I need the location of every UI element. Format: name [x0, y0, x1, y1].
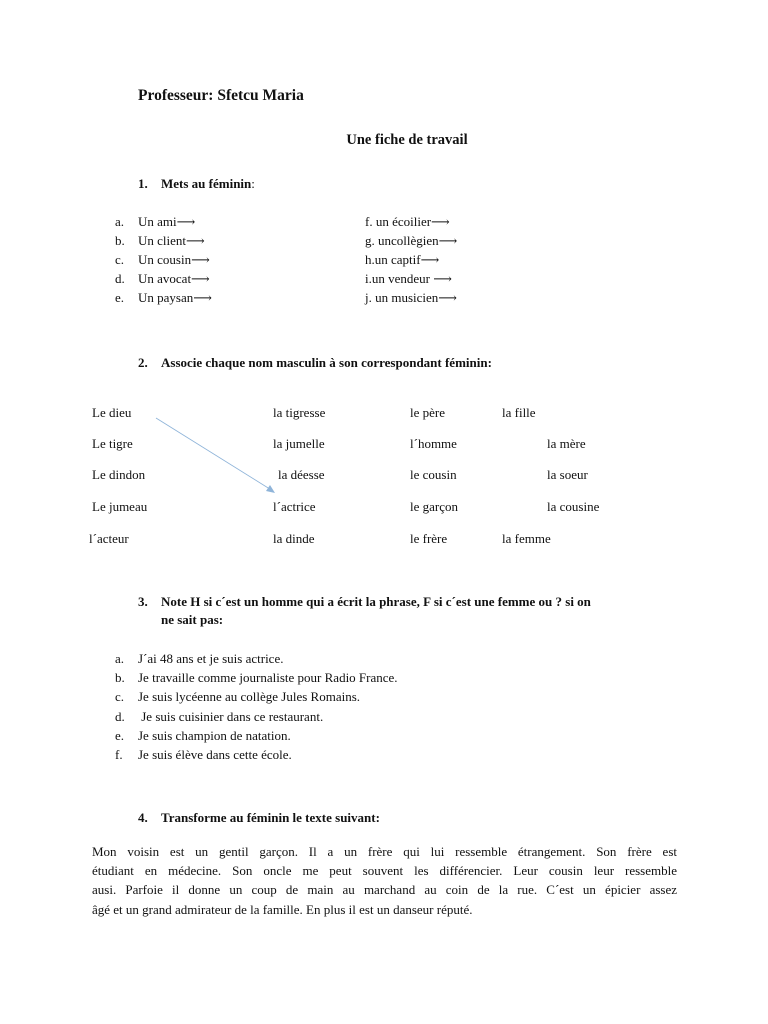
list-text: Je suis champion de natation.	[138, 728, 291, 743]
exercise-1-item-i: i.un vendeur ⟶	[365, 271, 452, 286]
masculine-noun: Le dieu	[92, 405, 132, 420]
feminine-noun: la femme	[502, 531, 551, 546]
masculine-noun: Le dindon	[92, 467, 146, 482]
masculine-noun: l´acteur	[89, 531, 129, 546]
list-text: Un avocat⟶	[138, 271, 210, 286]
list-marker: c.	[115, 252, 125, 267]
list-text: Je suis lycéenne au collège Jules Romains.	[138, 689, 361, 704]
feminine-noun: l´actrice	[273, 499, 316, 514]
list-marker: b.	[115, 670, 125, 685]
list-marker: d.	[115, 271, 125, 286]
exercise-1-number: 1.	[138, 176, 148, 191]
list-text: Je suis cuisinier dans ce restaurant.	[138, 709, 324, 724]
masculine-noun: le garçon	[410, 499, 459, 514]
masculine-noun: le frère	[410, 531, 448, 546]
feminine-noun: la fille	[502, 405, 536, 420]
exercise-1-item-g: g. uncollègien⟶	[365, 233, 458, 248]
exercise-4-text	[92, 842, 677, 919]
exercise-2-number: 2.	[138, 355, 148, 370]
masculine-noun: l´homme	[410, 436, 457, 451]
exercise-1-item-j: j. un musicien⟶	[365, 290, 457, 305]
list-marker: e.	[115, 728, 125, 743]
list-text: Je suis élève dans cette école.	[138, 747, 292, 762]
exercise-4-heading: Transforme au féminin le texte suivant:	[161, 810, 380, 825]
exercise-1-heading-suffix: :	[251, 176, 255, 191]
list-marker: c.	[115, 689, 125, 704]
exercise-4-number: 4.	[138, 810, 148, 825]
list-text: J´ai 48 ans et je suis actrice.	[138, 651, 284, 666]
feminine-noun: la déesse	[278, 467, 325, 482]
exercise-3-number: 3.	[138, 594, 148, 609]
list-marker: e.	[115, 290, 125, 305]
worksheet-title: Une fiche de travail	[346, 132, 468, 148]
teacher-name: Professeur: Sfetcu Maria	[138, 87, 304, 104]
feminine-noun: la cousine	[547, 499, 600, 514]
exercise-3-heading-line1: Note H si c´est un homme qui a écrit la phrase, F si c´est une femme ou ? si on	[161, 594, 591, 609]
list-text: Je travaille comme journaliste pour Radio France.	[138, 670, 398, 685]
exercise-1-item-f: f. un écoilier⟶	[365, 214, 450, 229]
text-line: étudiant en médecine. Son oncle me peut souvent les différencier. Leur cousin leur ressemble	[92, 863, 677, 879]
feminine-noun: la soeur	[547, 467, 588, 482]
masculine-noun: Le tigre	[92, 436, 133, 451]
exercise-3-heading-line2: ne sait pas:	[161, 612, 224, 627]
list-marker: a.	[115, 651, 125, 666]
list-marker: f.	[115, 747, 123, 762]
exercise-1-heading-text: Mets au féminin	[161, 176, 252, 191]
masculine-noun: Le jumeau	[92, 499, 148, 514]
feminine-noun: la mère	[547, 436, 586, 451]
feminine-noun: la dinde	[273, 531, 315, 546]
list-text: Un ami⟶	[138, 214, 196, 229]
list-text: Un paysan⟶	[138, 290, 212, 305]
exercise-1-item-h: h.un captif⟶	[365, 252, 440, 267]
masculine-noun: le père	[410, 405, 446, 420]
masculine-noun: le cousin	[410, 467, 457, 482]
list-marker: a.	[115, 214, 125, 229]
feminine-noun: la jumelle	[273, 436, 325, 451]
feminine-noun: la tigresse	[273, 405, 326, 420]
list-marker: d.	[115, 709, 125, 724]
exercise-2-heading: Associe chaque nom masculin à son correspondant féminin:	[161, 355, 492, 370]
list-text: Un client⟶	[138, 233, 205, 248]
text-line: ausi. Parfoie il donne un coup de main au marchand au coin de la rue. C´est un épicier assez	[92, 882, 677, 898]
list-text: Un cousin⟶	[138, 252, 210, 267]
text-line: Mon voisin est un gentil garçon. Il a un frère qui lui ressemble étrangement. Son frère est	[92, 844, 677, 859]
list-marker: b.	[115, 233, 125, 248]
text-line: âgé et un grand admirateur de la famille. En plus il est un danseur réputé.	[92, 901, 473, 917]
